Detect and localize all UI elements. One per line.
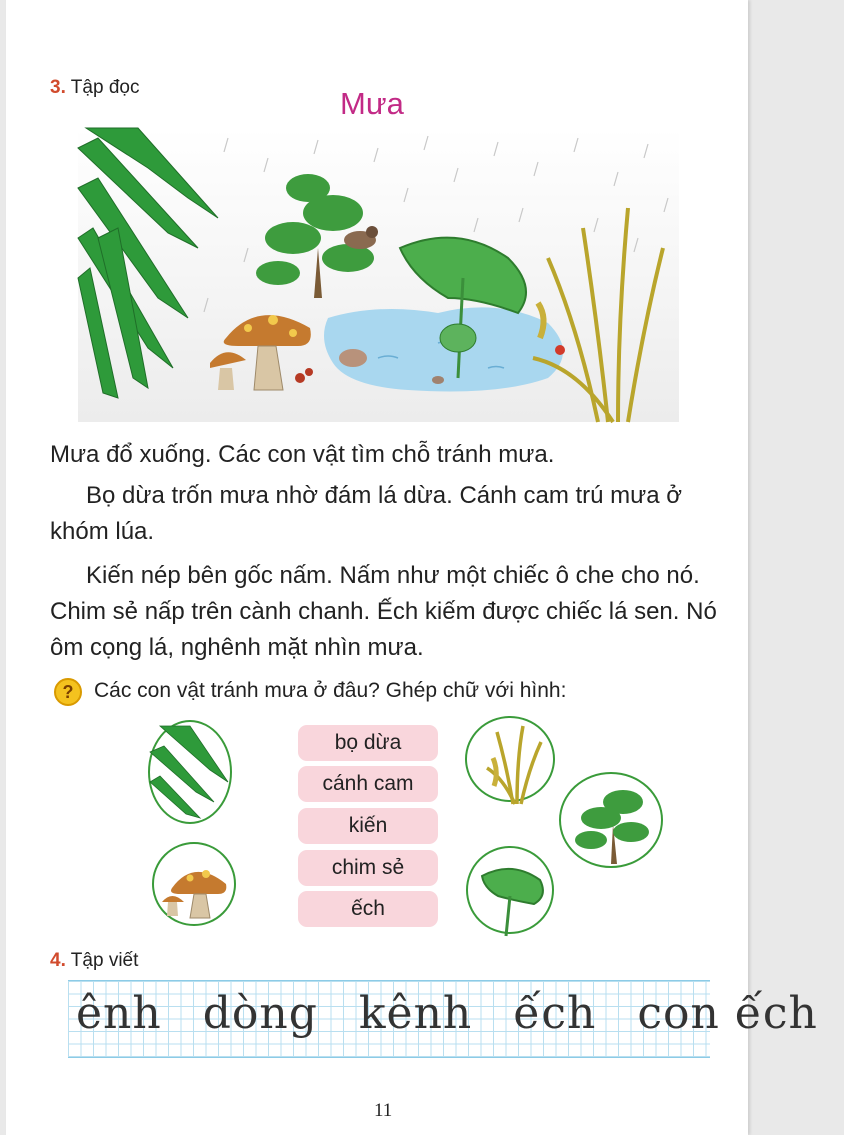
question-icon: ? — [54, 678, 82, 706]
frog — [440, 324, 476, 352]
handwriting-sample — [76, 988, 818, 1039]
section-number: 4. — [50, 950, 66, 971]
story-paragraph-2: Bọ dừa trốn mưa nhờ đám lá dừa. Cánh cam trú mưa ở khóm lúa. — [50, 482, 682, 545]
handwriting-word: kênh — [358, 988, 473, 1039]
picture-lotus-leaf[interactable] — [466, 846, 554, 934]
story-paragraph-1: Mưa đổ xuống. Các con vật tìm chỗ tránh mưa. — [50, 441, 555, 468]
story-paragraph-3: Kiến nép bên gốc nấm. Nấm như một chiếc ô che cho nó. Chim sẻ nấp trên cành chanh. Ếch kiếm được chiếc lá sen. Nó ôm cọng lá, nghênh mặt nhìn mưa. — [50, 562, 717, 661]
section-label: Tập viết — [70, 950, 139, 971]
ladybug — [555, 345, 565, 355]
exercise-question: Các con vật tránh mưa ở đâu? Ghép chữ với hình: — [94, 679, 567, 702]
picture-mushroom[interactable] — [152, 842, 236, 926]
picture-coconut-leaf[interactable] — [148, 720, 232, 824]
handwriting-word: con ếch — [637, 988, 818, 1039]
page-number: 11 — [374, 1100, 393, 1121]
picture-rice-plant[interactable] — [465, 716, 555, 802]
word-card-chim-se[interactable]: chim sẻ — [298, 850, 438, 886]
story-title: Mưa — [340, 86, 404, 121]
handwriting-word: ếch — [513, 988, 597, 1039]
section-4-heading — [50, 950, 138, 972]
picture-lemon-tree[interactable] — [559, 772, 663, 868]
word-card-canh-cam[interactable]: cánh cam — [298, 766, 438, 802]
section-number: 3. — [50, 77, 66, 98]
word-card-kien[interactable]: kiến — [298, 808, 438, 844]
word-card-bo-dua[interactable]: bọ dừa — [298, 725, 438, 761]
rain-scene-illustration — [78, 128, 679, 422]
textbook-page — [6, 0, 818, 1135]
word-card-ech[interactable]: ếch — [298, 891, 438, 927]
section-label: Tập đọc — [70, 77, 140, 98]
handwriting-word: dòng — [202, 988, 318, 1039]
handwriting-word: ênh — [76, 988, 162, 1039]
section-3-heading — [50, 77, 139, 99]
ant — [295, 373, 305, 383]
